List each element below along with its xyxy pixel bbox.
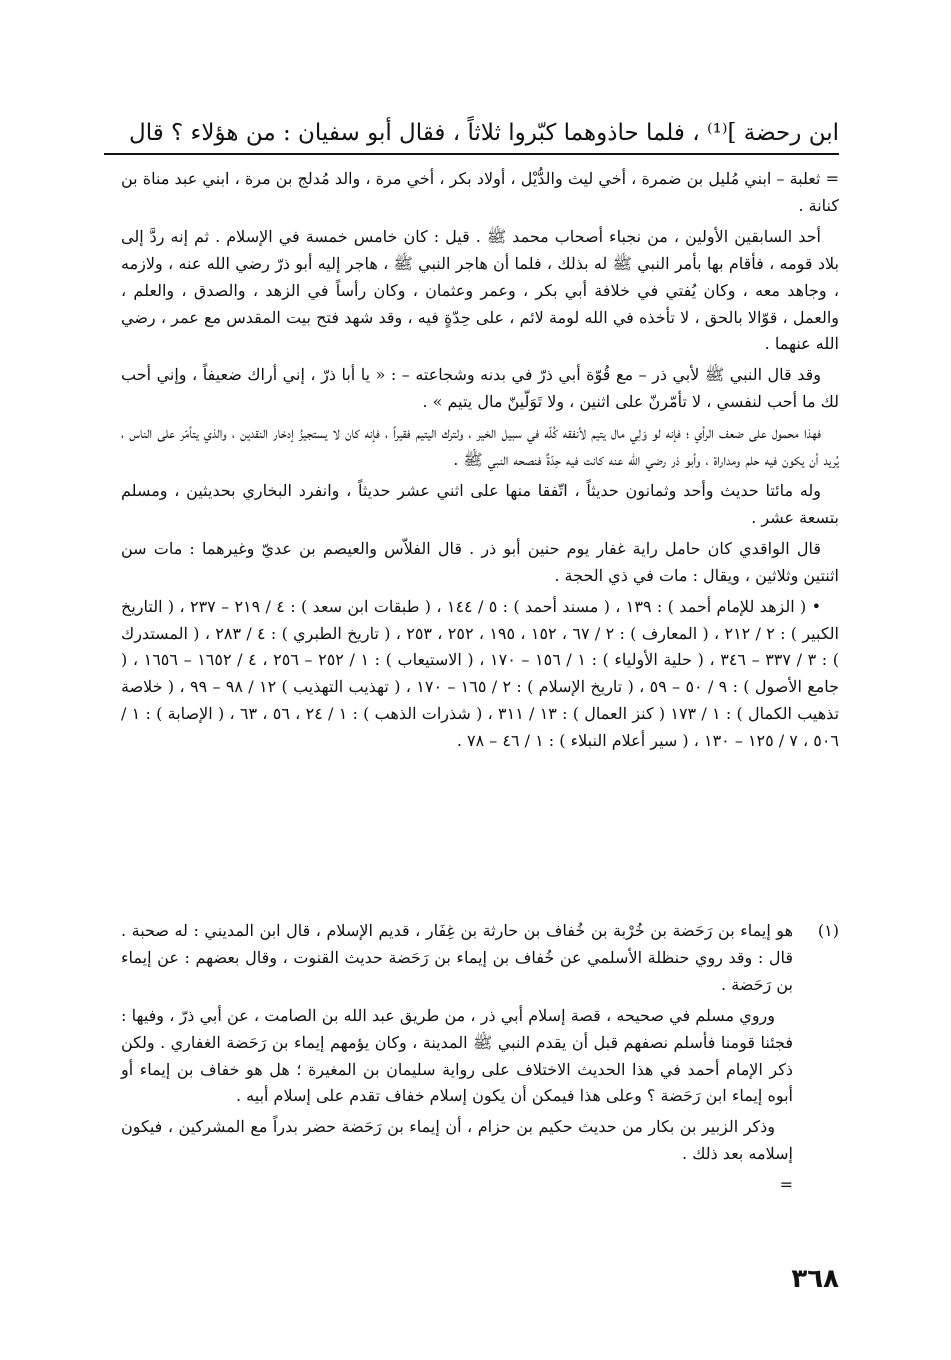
top-text-line: ابن رحضة ]⁽¹⁾ ، فلما حاذوهما كبّروا ثلاثاً ، فقال أبو سفيان : من هؤلاء ؟ قال xyxy=(129,120,839,146)
paragraph-biography: أحد السابقين الأولين ، من نجباء أصحاب محمد ﷺ . قيل : كان خامس خمسة في الإسلام . ثم إنه ردَّ إلى بلاد قومه ، فأقام بها بأمر النبي ﷺ له بذلك ، فلما أن هاجر النبي ﷺ ، هاجر إليه أبو ذرّ رضي الله عنه ، ولازمه ، وجاهد معه ، وكان يُفتي في خلافة أبي بكر ، وعمر وعثمان ، وكان رأساً في الزهد ، والصدق ، والعلم ، والعمل ، قوّالا بالحق ، لا تأخذه في الله لومة لائم ، على حِدّةٍ فيه ، وقد شهد فتح بيت المقدس مع عمر ، رضي الله عنهما . xyxy=(121,226,839,354)
footnote-block xyxy=(121,918,839,1203)
paragraph-sources: • ( الزهد للإمام أحمد ) : ١٣٩ ، ( مسند أحمد ) : ٥ / ١٤٤ ، ( طبقات ابن سعد ) : ٤ / ٢١٩ – ٢٣٧ ، ( التاريخ الكبير ) : ٢ / ٢١٢ ، ( المعارف ) : ٢ / ٦٧ ، ١٥٢ ، ١٩٥ ، ٢٥٢ ، ٢٥٣ ، ( تاريخ الطبري ) : ٤ / ٢٨٣ ، ( المستدرك ) : ٣ / ٣٣٧ – ٣٤٦ ، ( حلية الأولياء ) : ١ / ١٥٦ – ١٧٠ ، ( الاستيعاب ) : ١ / ٢٥٢ – ٢٥٦ ، ٤ / ١٦٥٢ – ١٦٥٦ ، ( جامع الأصول ) : ٩ / ٥٠ – ٥٩ ، ( تاريخ الإسلام ) : ٢ / ١٦٥ – ١٧٠ ، ( تهذيب التهذيب ) ١٢ / ٩٨ – ٩٩ ، ( خلاصة تذهيب الكمال ) : ١ / ١٧٣ ( كنز العمال ) : ١٣ / ٣١١ ، ( شذرات الذهب ) : ١ / ٢٤ ، ٥٦ ، ٦٣ ، ( الإصابة ) : ١ / ٥٠٦ ، ٧ / ١٢٥ – ١٣٠ ، ( سير أعلام النبلاء ) : ١ / ٤٦ – ٧٨ . xyxy=(121,596,840,751)
paragraph-hadith: وقد قال النبي ﷺ لأبي ذر – مع قُوّة أبي ذرّ في بدنه وشجاعته – : « يا أبا ذرّ ، إني أراك ضعيفاً ، وإني أحب لك ما أحب لنفسي ، لا تأمّرنّ على اثنين ، ولا تَوَلّينّ مال يتيم » . xyxy=(121,365,839,412)
page-number: ٣٦٨ xyxy=(791,1264,839,1294)
footnote-paragraph-2: وروي مسلم في صحيحه ، قصة إسلام أبي ذر ، من طريق عبد الله بن الصامت ، عن أبي ذرّ ، وفيها : فجئنا قومنا فأسلم نصفهم قبل أن يقدم النبي ﷺ المدينة ، وكان يؤمهم إيماء بن رَحَضة الغفاري . ولكن ذكر الإمام أحمد في هذا الحديث الاختلاف على رواية سليمان بن المغيرة ؛ هل هو خفاف بن إيماء أو أبوه إيماء ابن رَحَضة ؟ وعلى هذا فيمكن أن يكون إسلام خفاف تقدم على إسلام أبيه . xyxy=(121,1005,794,1106)
continuation-mark: = xyxy=(779,1175,793,1195)
main-footnote-body xyxy=(121,166,839,759)
footnote-paragraph-3: وذكر الزبير بن بكار من حديث حكيم بن حزام ، أن إيماء بن رَحَضة حضر بدراً مع المشركين ، فيكون إسلامه بعد ذلك . xyxy=(121,1117,793,1164)
footnote-separator-rule xyxy=(104,153,839,155)
paragraph-hadith-count: وله مائتا حديث وأحد وثمانون حديثاً ، اتّفقا منها على اثني عشر حديثاً ، وانفرد البخاري بحديثين ، ومسلم بتسعة عشر . xyxy=(121,480,839,527)
paragraph-death: قال الواقدي كان حامل راية غفار يوم حنين أبو ذر . قال الفلاّس والعيصم بن عديّ وغيرهما : مات سن اثنتين وثلاثين ، ويقال : مات في ذي الحجة . xyxy=(121,538,839,585)
footnote-marker: (١) xyxy=(817,921,839,940)
footnote-paragraph-1: هو إيماء بن رَحَضة بن خُرْبة بن خُفاف بن حارثة بن غِفَار ، قديم الإسلام ، قال ابن المديني : له صحبة . قال : وقد روي حنظلة الأسلمي عن خُفاف بن إيماء بن رَحَضة حديث القنوت ، وقال بعضهم : عن إيماء بن رَحَضة . xyxy=(121,921,793,994)
paragraph-lineage: = ثعلبة – ابني مُليل بن ضمرة ، أخي ليث والدُّيْل ، أولاد بكر ، أخي مرة ، والد مُدلج بن مرة ، ابني عبد مناة بن كنانة . xyxy=(121,169,840,215)
paragraph-commentary: فهذا محمول على ضعف الرأي ؛ فإنه لو وَلِي مال يتيم لأنفقه كُلّه في سبيل الخير ، ولترك اليتيم فقيراً ، فإنه كان لا يستجيزُ إدخار النقدين ، والذي يتأمّر على الناس ، يُريد أن يكون فيه حلم ومداراة ، وأبو ذر رضي الله عنه كانت فيه حِدّةٌ فنصحه النبي ﷺ . xyxy=(121,423,839,470)
